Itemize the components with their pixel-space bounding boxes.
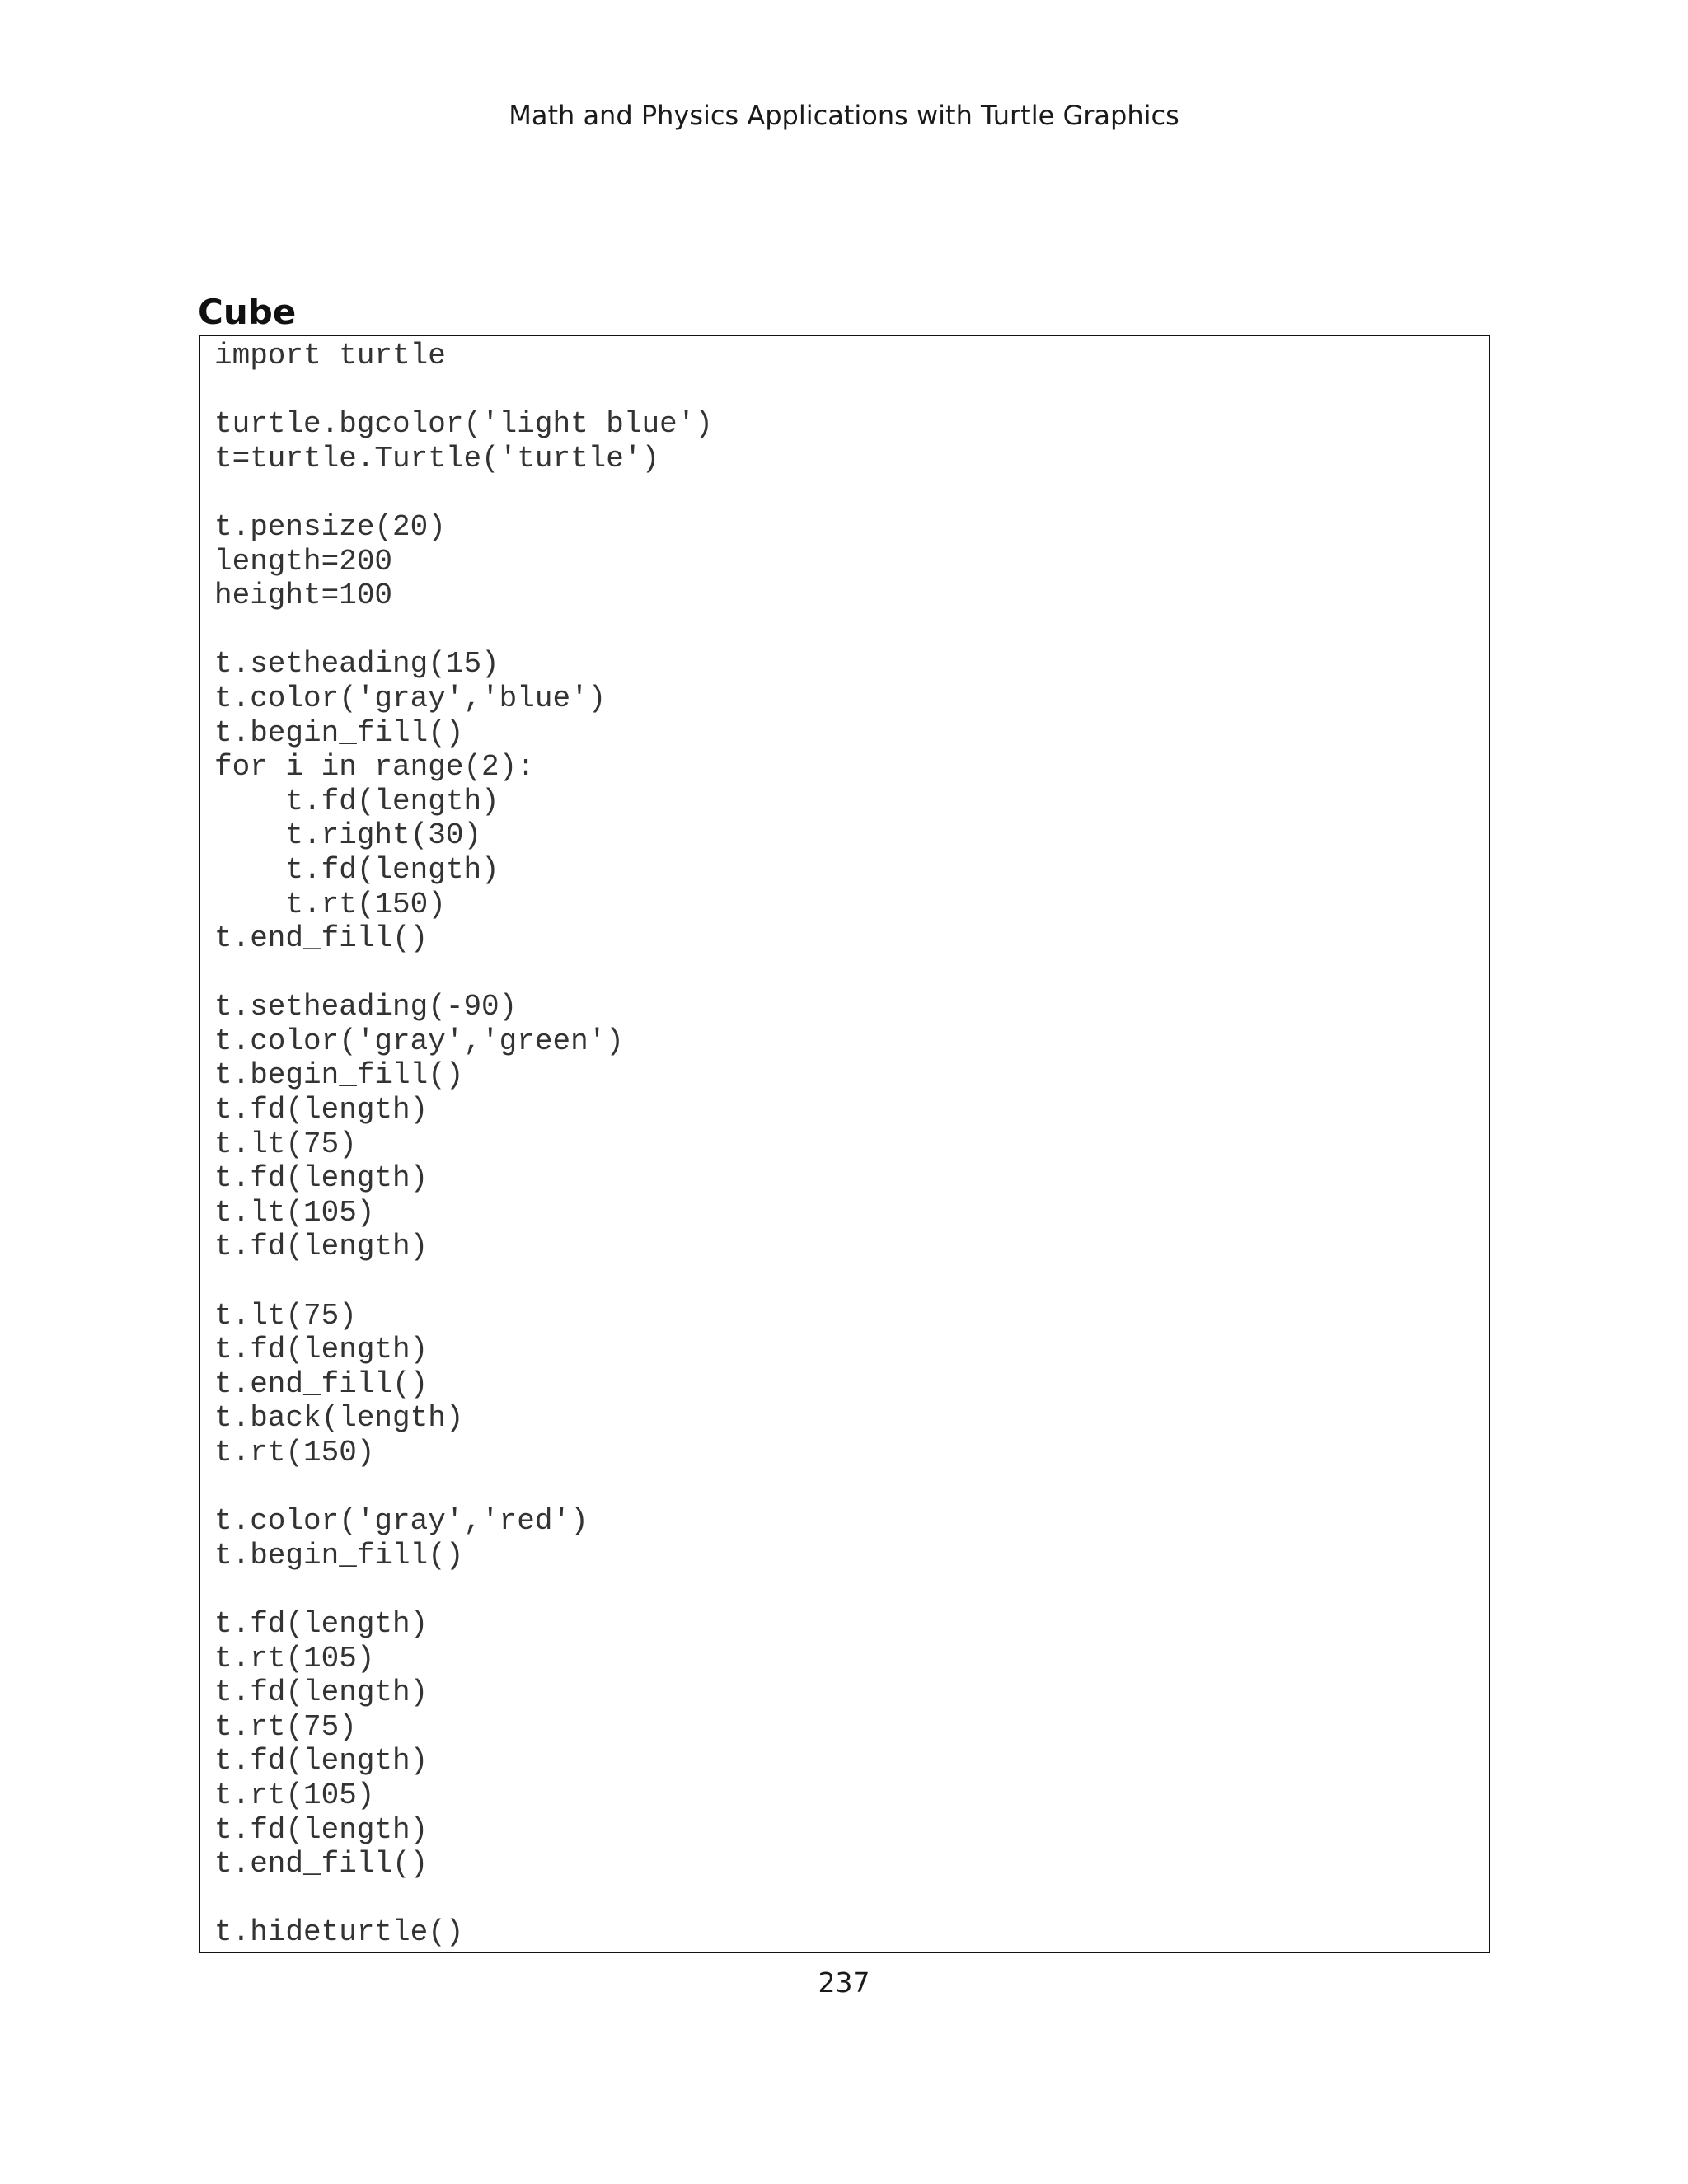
code-line: t.rt(105) xyxy=(214,1778,375,1812)
code-line: t.setheading(15) xyxy=(214,647,499,682)
code-line: import turtle xyxy=(214,339,446,373)
code-line: t.begin_fill() xyxy=(214,1538,464,1572)
code-line: length=200 xyxy=(214,544,393,579)
code-line: t.fd(length) xyxy=(214,1812,429,1847)
code-line xyxy=(214,1572,713,1607)
code-line: t.rt(75) xyxy=(214,1709,357,1744)
code-line: t.lt(105) xyxy=(214,1195,375,1230)
code-line: t.fd(length) xyxy=(214,852,499,887)
code-line: t.fd(length) xyxy=(214,1230,429,1264)
code-line: turtle.bgcolor('light blue') xyxy=(214,407,713,442)
running-header: Math and Physics Applications with Turtle Graphics xyxy=(509,100,1179,131)
code-line: t.end_fill() xyxy=(214,1366,429,1401)
code-listing xyxy=(200,339,713,1950)
code-line: t.lt(75) xyxy=(214,1298,357,1333)
code-line: t.rt(105) xyxy=(214,1641,375,1675)
code-line: t=turtle.Turtle('turtle') xyxy=(214,441,660,476)
code-listing-box xyxy=(199,335,1490,1953)
code-line: t.rt(150) xyxy=(214,1436,375,1469)
code-line xyxy=(214,1470,713,1505)
code-line: t.rt(150) xyxy=(214,887,446,921)
code-line: t.pensize(20) xyxy=(214,509,446,544)
code-line: t.color('gray','green') xyxy=(214,1024,624,1058)
code-line: t.hideturtle() xyxy=(214,1915,464,1950)
code-line xyxy=(214,956,713,991)
code-line xyxy=(214,476,713,510)
code-line: t.begin_fill() xyxy=(214,1058,464,1093)
code-line: t.color('gray','blue') xyxy=(214,681,607,715)
code-line: t.lt(75) xyxy=(214,1127,357,1161)
code-line xyxy=(214,1882,713,1916)
code-line: t.fd(length) xyxy=(214,1675,429,1710)
code-line: height=100 xyxy=(214,579,393,613)
section-title: Cube xyxy=(198,292,297,332)
code-line: t.fd(length) xyxy=(214,1333,429,1367)
code-line xyxy=(214,613,713,648)
code-line: t.fd(length) xyxy=(214,1606,429,1641)
code-line: t.right(30) xyxy=(214,818,482,853)
code-line: for i in range(2): xyxy=(214,750,535,785)
code-line: t.setheading(-90) xyxy=(214,990,518,1024)
page-number: 237 xyxy=(818,1966,870,1999)
code-line: t.color('gray','red') xyxy=(214,1504,588,1539)
code-line xyxy=(214,373,713,408)
code-line: t.end_fill() xyxy=(214,921,429,956)
code-line: t.back(length) xyxy=(214,1401,464,1436)
code-line: t.begin_fill() xyxy=(214,715,464,750)
code-line: t.end_fill() xyxy=(214,1847,429,1882)
code-line: t.fd(length) xyxy=(214,784,499,818)
code-line: t.fd(length) xyxy=(214,1093,429,1127)
code-line xyxy=(214,1264,713,1299)
code-line: t.fd(length) xyxy=(214,1161,429,1196)
code-line: t.fd(length) xyxy=(214,1744,429,1779)
